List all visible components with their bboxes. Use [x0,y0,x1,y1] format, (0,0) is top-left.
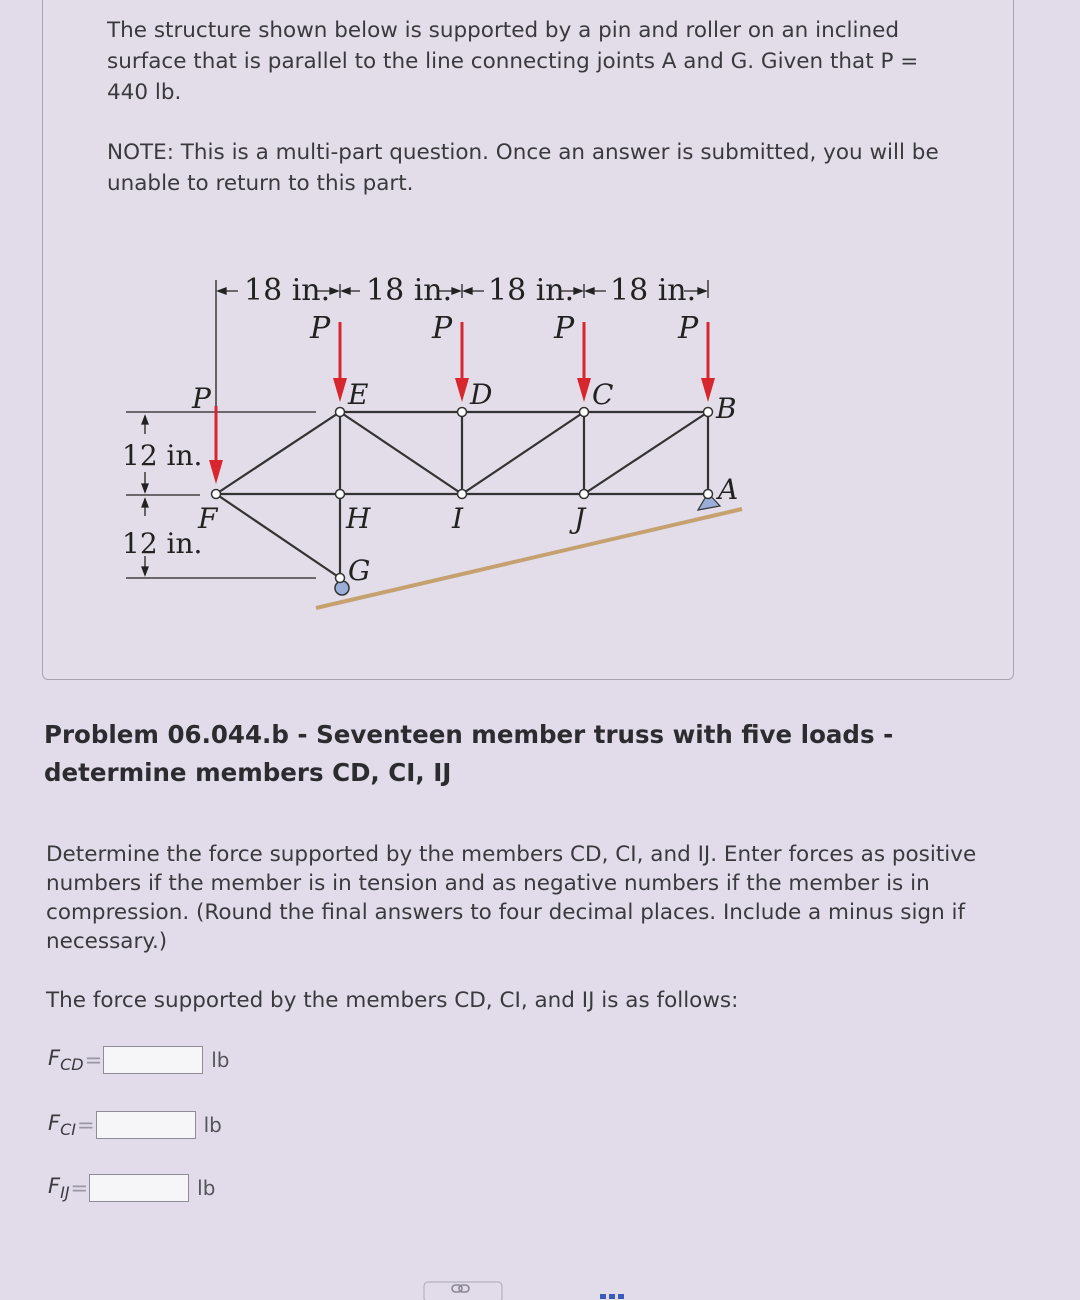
joint-label-i: I [452,502,464,535]
unit-label-ij: lb [197,1176,216,1200]
joint-label-h: H [346,502,371,535]
joint-label-a: A [718,473,739,506]
joint-label-g: G [348,554,371,587]
load-label-d: P [432,311,453,346]
bottom-toolbar [0,1280,1080,1300]
fci-input[interactable] [96,1111,196,1139]
note-text: NOTE: This is a multi-part question. Once an answer is submitted, you will be unable to return to this part. [107,140,939,196]
answer-row-ij [48,1172,215,1204]
answer-lead: The force supported by the members CD, CI, and IJ is as follows: [46,988,739,1013]
joint-label-f: F [198,502,218,535]
load-label-c: P [554,311,575,346]
intro-text: The structure shown below is supported by a pin and roller on an inclined surface that is parallel to the line connecting joints A and G. Given that P = 440 lb. [107,18,919,105]
problem-title: Problem 06.044.b - Seventeen member truss with five loads - determine members CD, CI, IJ [44,720,894,787]
incline-ground [316,509,742,608]
unit-label-cd: lb [211,1048,230,1072]
equals-sign: = [70,1176,89,1200]
answer-symbol-cd: $F_{CD}$ [48,1045,84,1075]
dim-left-1: 12 in. [122,439,203,472]
joint-label-c: C [592,378,614,411]
fij-input[interactable] [89,1174,189,1202]
joint-label-b: B [716,392,737,425]
equals-sign: = [84,1048,103,1072]
answer-symbol-ij: $F_{IJ}$ [48,1173,70,1203]
link-icon [452,1285,469,1292]
answer-row-ci [48,1109,222,1141]
load-label-f: P [192,382,211,415]
dim-left-2: 12 in. [122,527,203,560]
answer-symbol-ci: $F_{CI}$ [48,1110,76,1140]
load-label-b: P [678,311,699,346]
equals-sign: = [76,1113,95,1137]
grid-icon[interactable] [600,1294,624,1299]
roller-support-g [335,581,349,595]
dim-top-2: 18 in. [366,273,453,308]
joint-label-j: J [574,502,586,535]
answer-row-cd [48,1044,229,1076]
dim-top-4: 18 in. [610,273,697,308]
unit-label-ci: lb [203,1113,222,1137]
problem-description: Determine the force supported by the members CD, CI, and IJ. Enter forces as positive numbers if the member is in tension and as negative numbers if the member is in compression. (Round the final answers to four decimal places. Include a minus sign if necessary.) [46,842,977,954]
joint-label-e: E [348,378,369,411]
dim-top-1: 18 in. [244,273,331,308]
load-label-e: P [310,311,331,346]
fcd-input[interactable] [103,1046,203,1074]
joint-label-d: D [470,378,493,411]
dim-top-3: 18 in. [488,273,575,308]
